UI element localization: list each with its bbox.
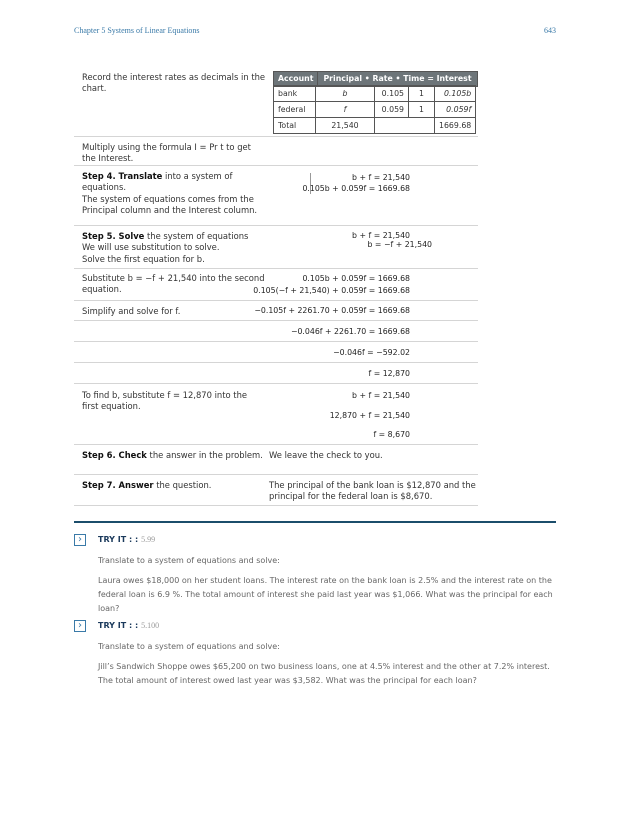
step-row-record	[74, 66, 478, 137]
step-text: To find b, substitute f = 12,870 into the first equation.	[82, 390, 248, 412]
chart-cell: b	[342, 88, 348, 98]
chart-row-total	[274, 118, 476, 134]
chart-cell: f	[343, 104, 347, 114]
equation: −0.046f + 2261.70 = 1669.68	[290, 327, 410, 336]
step-result: The principal of the bank loan is $12,870 and the principal for the federal loan is $8,670.	[269, 480, 476, 502]
equation: b + f = 21,540	[352, 391, 410, 400]
chart-cell: 0.059f	[446, 104, 472, 114]
try-it-problem: Laura owes $18,000 on her student loans. The interest rate on the bank loan is 2.5% and the interest rate on the federal loan is 6.9 %. The total amount of interest she paid last year was $1,066. What was the principal for each loan?	[98, 576, 553, 613]
try-it-instruction: Translate to a system of equations and solve:	[98, 642, 280, 651]
step-result: We leave the check to you.	[269, 450, 383, 460]
chart-cell: 21,540	[316, 118, 375, 134]
step-text: Step 6. Check the answer in the problem.	[82, 450, 263, 460]
chart-cell: 0.105b	[443, 88, 472, 98]
try-it-problem: Jill’s Sandwich Shoppe owes $65,200 on two business loans, one at 4.5% interest and the other at 7.2% interest. The total amount of interest owed last year was $3,582. What was the principal for each loan?	[98, 662, 550, 685]
step-row-check	[74, 445, 478, 475]
equation: 12,870 + f = 21,540	[329, 411, 410, 420]
try-it-5-100	[74, 619, 556, 688]
chart-cell: 1	[409, 102, 435, 118]
chart-cell: 1	[409, 86, 435, 102]
equation: 0.105(−f + 21,540) + 0.059f = 1669.68	[253, 286, 410, 295]
equation: 0.105b + 0.059f = 1669.68	[302, 274, 410, 283]
step-text: Step 4. Translate into a system of equations. The system of equations comes from the Principal column and the Interest column.	[82, 171, 258, 216]
section-divider	[74, 521, 556, 523]
try-it-label: TRY IT : : 5.100	[98, 621, 160, 630]
step-text: Record the interest rates as decimals in the chart.	[82, 72, 266, 94]
step-row-solve	[74, 226, 478, 269]
step-row-translate	[74, 166, 478, 226]
chapter-header: Chapter 5 Systems of Linear Equations	[74, 26, 200, 35]
step-row-work	[74, 321, 478, 342]
chart-header: Principal • Rate • Time = Interest	[318, 72, 477, 87]
step-row-simplify	[74, 301, 478, 321]
equation: −0.105f + 2261.70 + 0.059f = 1669.68	[254, 306, 410, 315]
chart-cell	[375, 118, 435, 134]
solution-steps	[74, 66, 478, 506]
chart-cell: federal	[274, 102, 316, 118]
chart-cell: 0.059	[375, 102, 409, 118]
chevron-right-icon[interactable]: ›	[74, 620, 86, 632]
equation: b + f = 21,540	[352, 173, 410, 182]
chevron-right-icon[interactable]: ›	[74, 534, 86, 546]
step-row-work	[74, 342, 478, 363]
step-row-substitute	[74, 269, 478, 301]
chart-cell: 0.105	[375, 86, 409, 102]
step-text: Step 7. Answer the question.	[82, 480, 212, 490]
chart-cell: Total	[274, 118, 316, 134]
equation: b + f = 21,540	[352, 231, 410, 240]
interest-chart-grid	[273, 85, 476, 134]
equation: f = 12,870	[368, 369, 410, 378]
try-it-5-99	[74, 533, 556, 616]
step-row-multiply	[74, 137, 478, 166]
chart-row-federal	[274, 102, 476, 118]
step-text: Multiply using the formula I = Pr t to get the Interest.	[82, 142, 251, 164]
step-row-work	[74, 363, 478, 384]
chart-cell: 1669.68	[435, 118, 476, 134]
chart-header: Account	[274, 72, 318, 87]
try-it-label: TRY IT : : 5.99	[98, 535, 156, 544]
equation: b = −f + 21,540	[367, 240, 432, 249]
step-text: Substitute b = −f + 21,540 into the second equation.	[82, 273, 265, 295]
try-it-instruction: Translate to a system of equations and solve:	[98, 556, 280, 565]
equation: 0.105b + 0.059f = 1669.68	[302, 184, 410, 193]
equation: −0.046f = −592.02	[333, 348, 410, 357]
step-text: Step 5. Solve the system of equations We will use substitution to solve. Solve the first equation for b.	[82, 231, 249, 264]
step-text: Simplify and solve for f.	[82, 306, 181, 316]
step-row-find-b	[74, 384, 478, 445]
chart-row-bank	[274, 86, 476, 102]
equation: f = 8,670	[373, 430, 410, 439]
step-row-answer	[74, 475, 478, 506]
page-number: 643	[544, 26, 556, 35]
chart-cell: bank	[274, 86, 316, 102]
